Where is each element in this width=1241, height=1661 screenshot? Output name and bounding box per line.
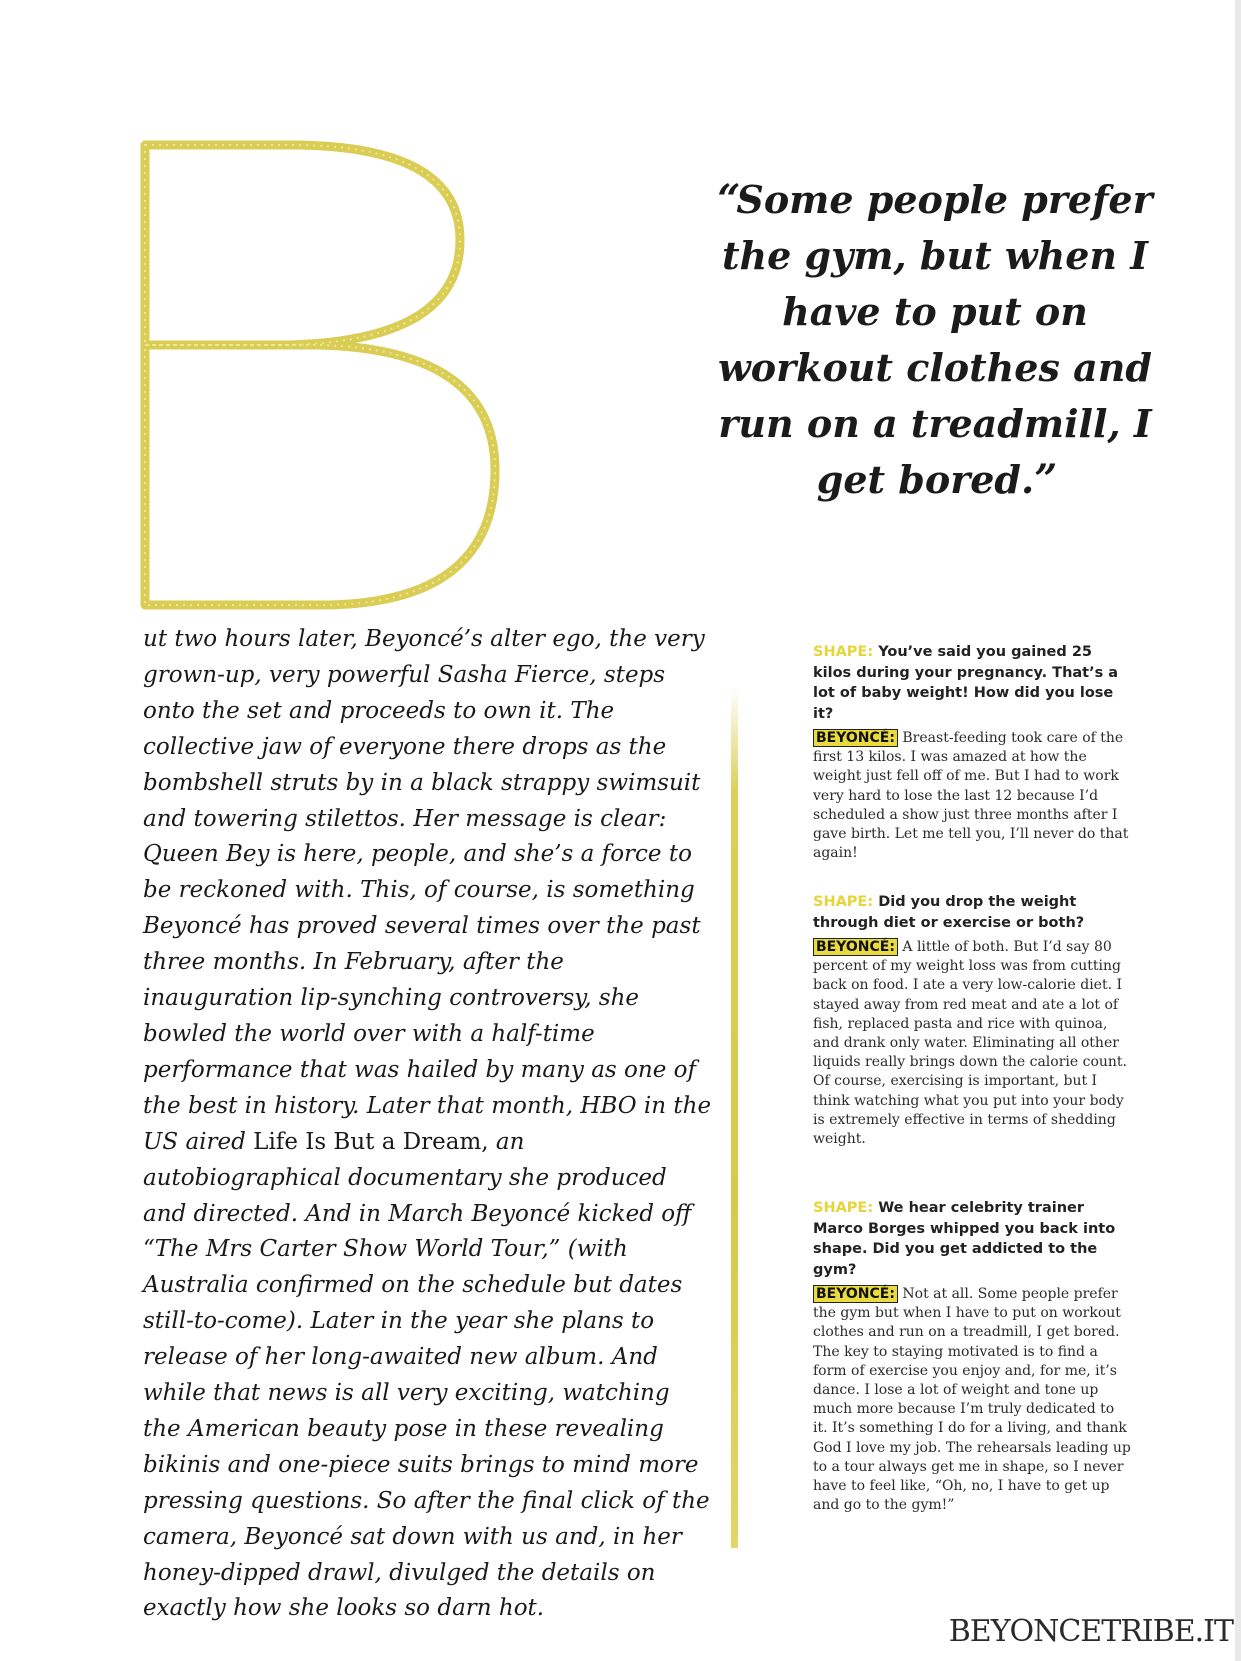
pull-quote-open-mark: “ — [717, 176, 737, 223]
article-body-part-1: ut two hours later, Beyoncé’s alter ego, the very grown-up, very powerful Sasha Fierce, steps onto the set and proceeds to own it. The collective jaw of everyone there drops as the bombshell struts by in a black strappy swimsuit and towering stilettos. Her message is clear: Queen Bey is here, people, and she’s a force to be reckoned with. This, of course, is something Beyoncé has proved several times over the past three months. In February, after the inauguration lip-synching controversy, she bowled the world over with a half-time performance that was hailed by many as one of the best in history. Later that month, HBO in the US aired — [143, 626, 712, 1155]
question-tag: SHAPE: — [813, 1200, 874, 1216]
pull-quote-close-mark: ” — [1034, 456, 1054, 503]
question-tag: SHAPE: — [813, 894, 874, 910]
interview-answer — [813, 729, 1131, 863]
article-body — [143, 622, 713, 1627]
pull-quote-text: Some people prefer the gym, but when I have to put on workout clothes and run on a treadmill, I get bored. — [718, 177, 1153, 502]
site-credit: BEYONCETRIBE.IT — [948, 1614, 1233, 1649]
answer-text: Breast-feeding took care of the first 13 kilos. I was amazed at how the weight just fell off of me. But I had to work very hard to lose the last 12 because I’d scheduled a show just three months after I gave birth. Let me tell you, I’ll never do that again! — [813, 730, 1129, 862]
interview-item-1 — [813, 642, 1131, 863]
gold-divider — [731, 688, 738, 1548]
interview-item-3 — [813, 1198, 1131, 1515]
page-edge — [1235, 0, 1241, 1661]
answer-tag: BEYONCÉ: — [813, 1285, 898, 1303]
answer-tag: BEYONCÉ: — [813, 729, 898, 747]
answer-tag: BEYONCÉ: — [813, 938, 898, 956]
question-tag: SHAPE: — [813, 644, 874, 660]
article-body-part-2: an autobiographical documentary she produced and directed. And in March Beyoncé kicked off “The Mrs Carter Show World Tour,” (with Australia confirmed on the schedule but dates still-to-come). Later in the year she plans to release of her long-awaited new album. And while that news is all very exciting, watching the American beauty pose in these revealing bikinis and one-piece suits brings to mind more pressing questions. So after the final click of the camera, Beyoncé sat down with us and, in her honey-dipped drawl, divulged the details on exactly how she looks so darn hot. — [143, 1128, 710, 1622]
interview-question — [813, 1198, 1131, 1280]
interview-item-2 — [813, 892, 1131, 1149]
interview-answer — [813, 1285, 1131, 1515]
question-text: You’ve said you gained 25 kilos during your pregnancy. That’s a lot of baby weight! How did you lose it? — [813, 644, 1119, 722]
answer-text: Not at all. Some people prefer the gym but when I have to put on workout clothes and run on a treadmill, I get bored. The key to staying motivated is to find a form of exercise you enjoy and, for me, it’s dance. I lose a lot of weight and tone up much more because I’m truly dedicated to it. It’s something I do for a living, and thank God I love my job. The rehearsals leading up to a tour always get me in shape, so I never have to feel like, “Oh, no, I have to get up and go to the gym!” — [813, 1286, 1131, 1514]
pull-quote — [700, 172, 1170, 508]
interview-answer — [813, 938, 1131, 1149]
interview-question — [813, 892, 1131, 933]
question-text: Did you drop the weight through diet or exercise or both? — [813, 894, 1085, 931]
answer-text: A little of both. But I’d say 80 percent of my weight loss was from cutting back on food. I ate a very low-calorie diet. I stayed away from red meat and ate a lot of fish, replaced pasta and rice with quinoa, and drank only water. Eliminating all other liquids really brings down the calorie count. Of course, exercising is important, but I think watching what you put into your body is extremely effective in terms of shedding weight. — [813, 939, 1127, 1148]
documentary-title: Life Is But a Dream, — [253, 1128, 489, 1155]
question-text: We hear celebrity trainer Marco Borges whipped you back into shape. Did you get addicted to the gym? — [813, 1200, 1116, 1278]
drop-cap-b — [140, 140, 500, 610]
interview-question — [813, 642, 1131, 724]
